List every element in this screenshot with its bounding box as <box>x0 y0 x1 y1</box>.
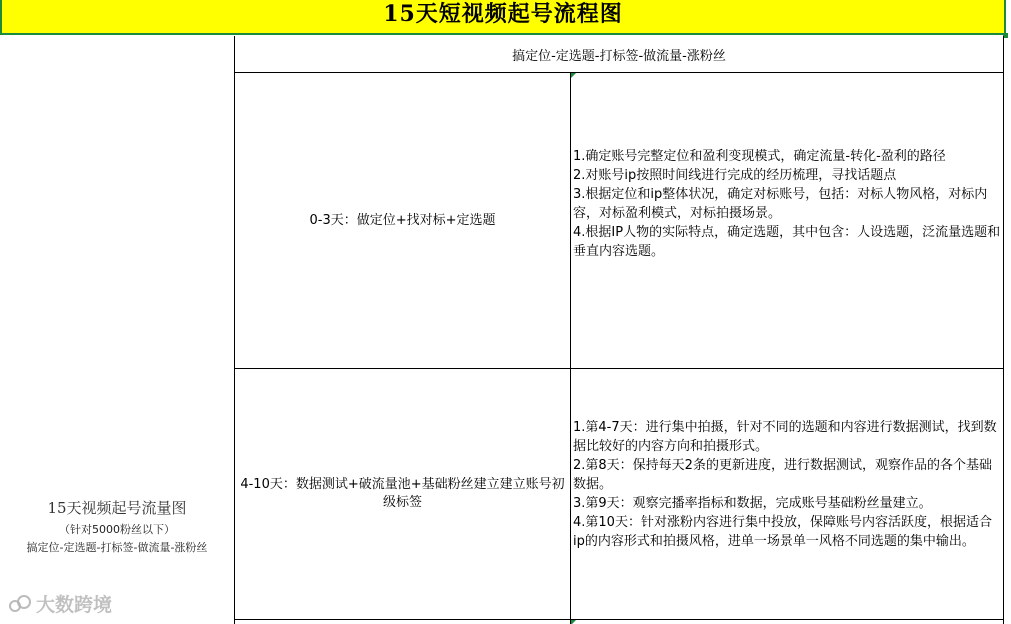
stage-label-cell[interactable]: 0-3天：做定位+找对标+定选题 <box>309 212 496 228</box>
left-cell-subtitle: 搞定位-定选题-打标签-做流量-涨粉丝 <box>26 541 208 554</box>
watermark-text: 大数跨境 <box>36 594 113 616</box>
grid-line-row2-bottom <box>234 619 1004 620</box>
detail-line: 1.第4-7天：进行集中拍摄，针对不同的选题和内容进行数据测试，找到数据比较好的内容方向和拍摄形式。 <box>573 420 997 454</box>
grid-line-middle <box>570 72 571 624</box>
left-cell-content <box>0 497 234 555</box>
grid-line-right <box>1003 36 1004 624</box>
detail-line: 1.确定账号完整定位和盈利变现模式，确定流量-转化-盈利的路径 <box>573 149 946 164</box>
watermark-logo-icon <box>8 594 32 614</box>
detail-line: 4.第10天：针对涨粉内容进行集中投放，保障账号内容活跃度，根据适合ip的内容形式和拍摄风格，进单一场景单一风格不同选题的集中输出。 <box>573 515 992 549</box>
title-bar <box>0 0 1006 35</box>
detail-line: 3.根据定位和ip整体状况，确定对标账号，包括：对标人物风格，对标内容，对标盈利模式，对标拍摄场景。 <box>573 187 988 221</box>
left-cell-note: （针对5000粉丝以下） <box>59 523 175 536</box>
comment-marker <box>571 620 576 624</box>
detail-line: 2.对账号ip按照时间线进行完成的经历梳理，寻找话题点 <box>573 168 897 183</box>
comment-marker <box>571 73 576 78</box>
left-cell-title: 15天视频起号流量图 <box>47 499 187 517</box>
detail-line: 3.第9天：观察完播率指标和数据，完成账号基础粉丝量建立。 <box>573 496 932 511</box>
stage-label-cell[interactable]: 4-10天：数据测试+破流量池+基础粉丝建立建立账号初级标签 <box>240 477 565 510</box>
stage-detail-cell[interactable] <box>573 418 1001 551</box>
page-title: 15天短视频起号流程图 <box>383 1 623 27</box>
watermark <box>8 590 112 617</box>
header-cell[interactable]: 搞定位-定选题-打标签-做流量-涨粉丝 <box>512 48 726 64</box>
detail-line: 4.根据IP人物的实际特点，确定选题，其中包含：人设选题，泛流量选题和垂直内容选题。 <box>573 225 1001 259</box>
detail-line: 2.第8天：保持每天2条的更新进度，进行数据测试，观察作品的各个基础数据。 <box>573 458 992 492</box>
left-merged-cell <box>0 35 234 624</box>
stage-detail-cell[interactable] <box>573 147 1001 261</box>
